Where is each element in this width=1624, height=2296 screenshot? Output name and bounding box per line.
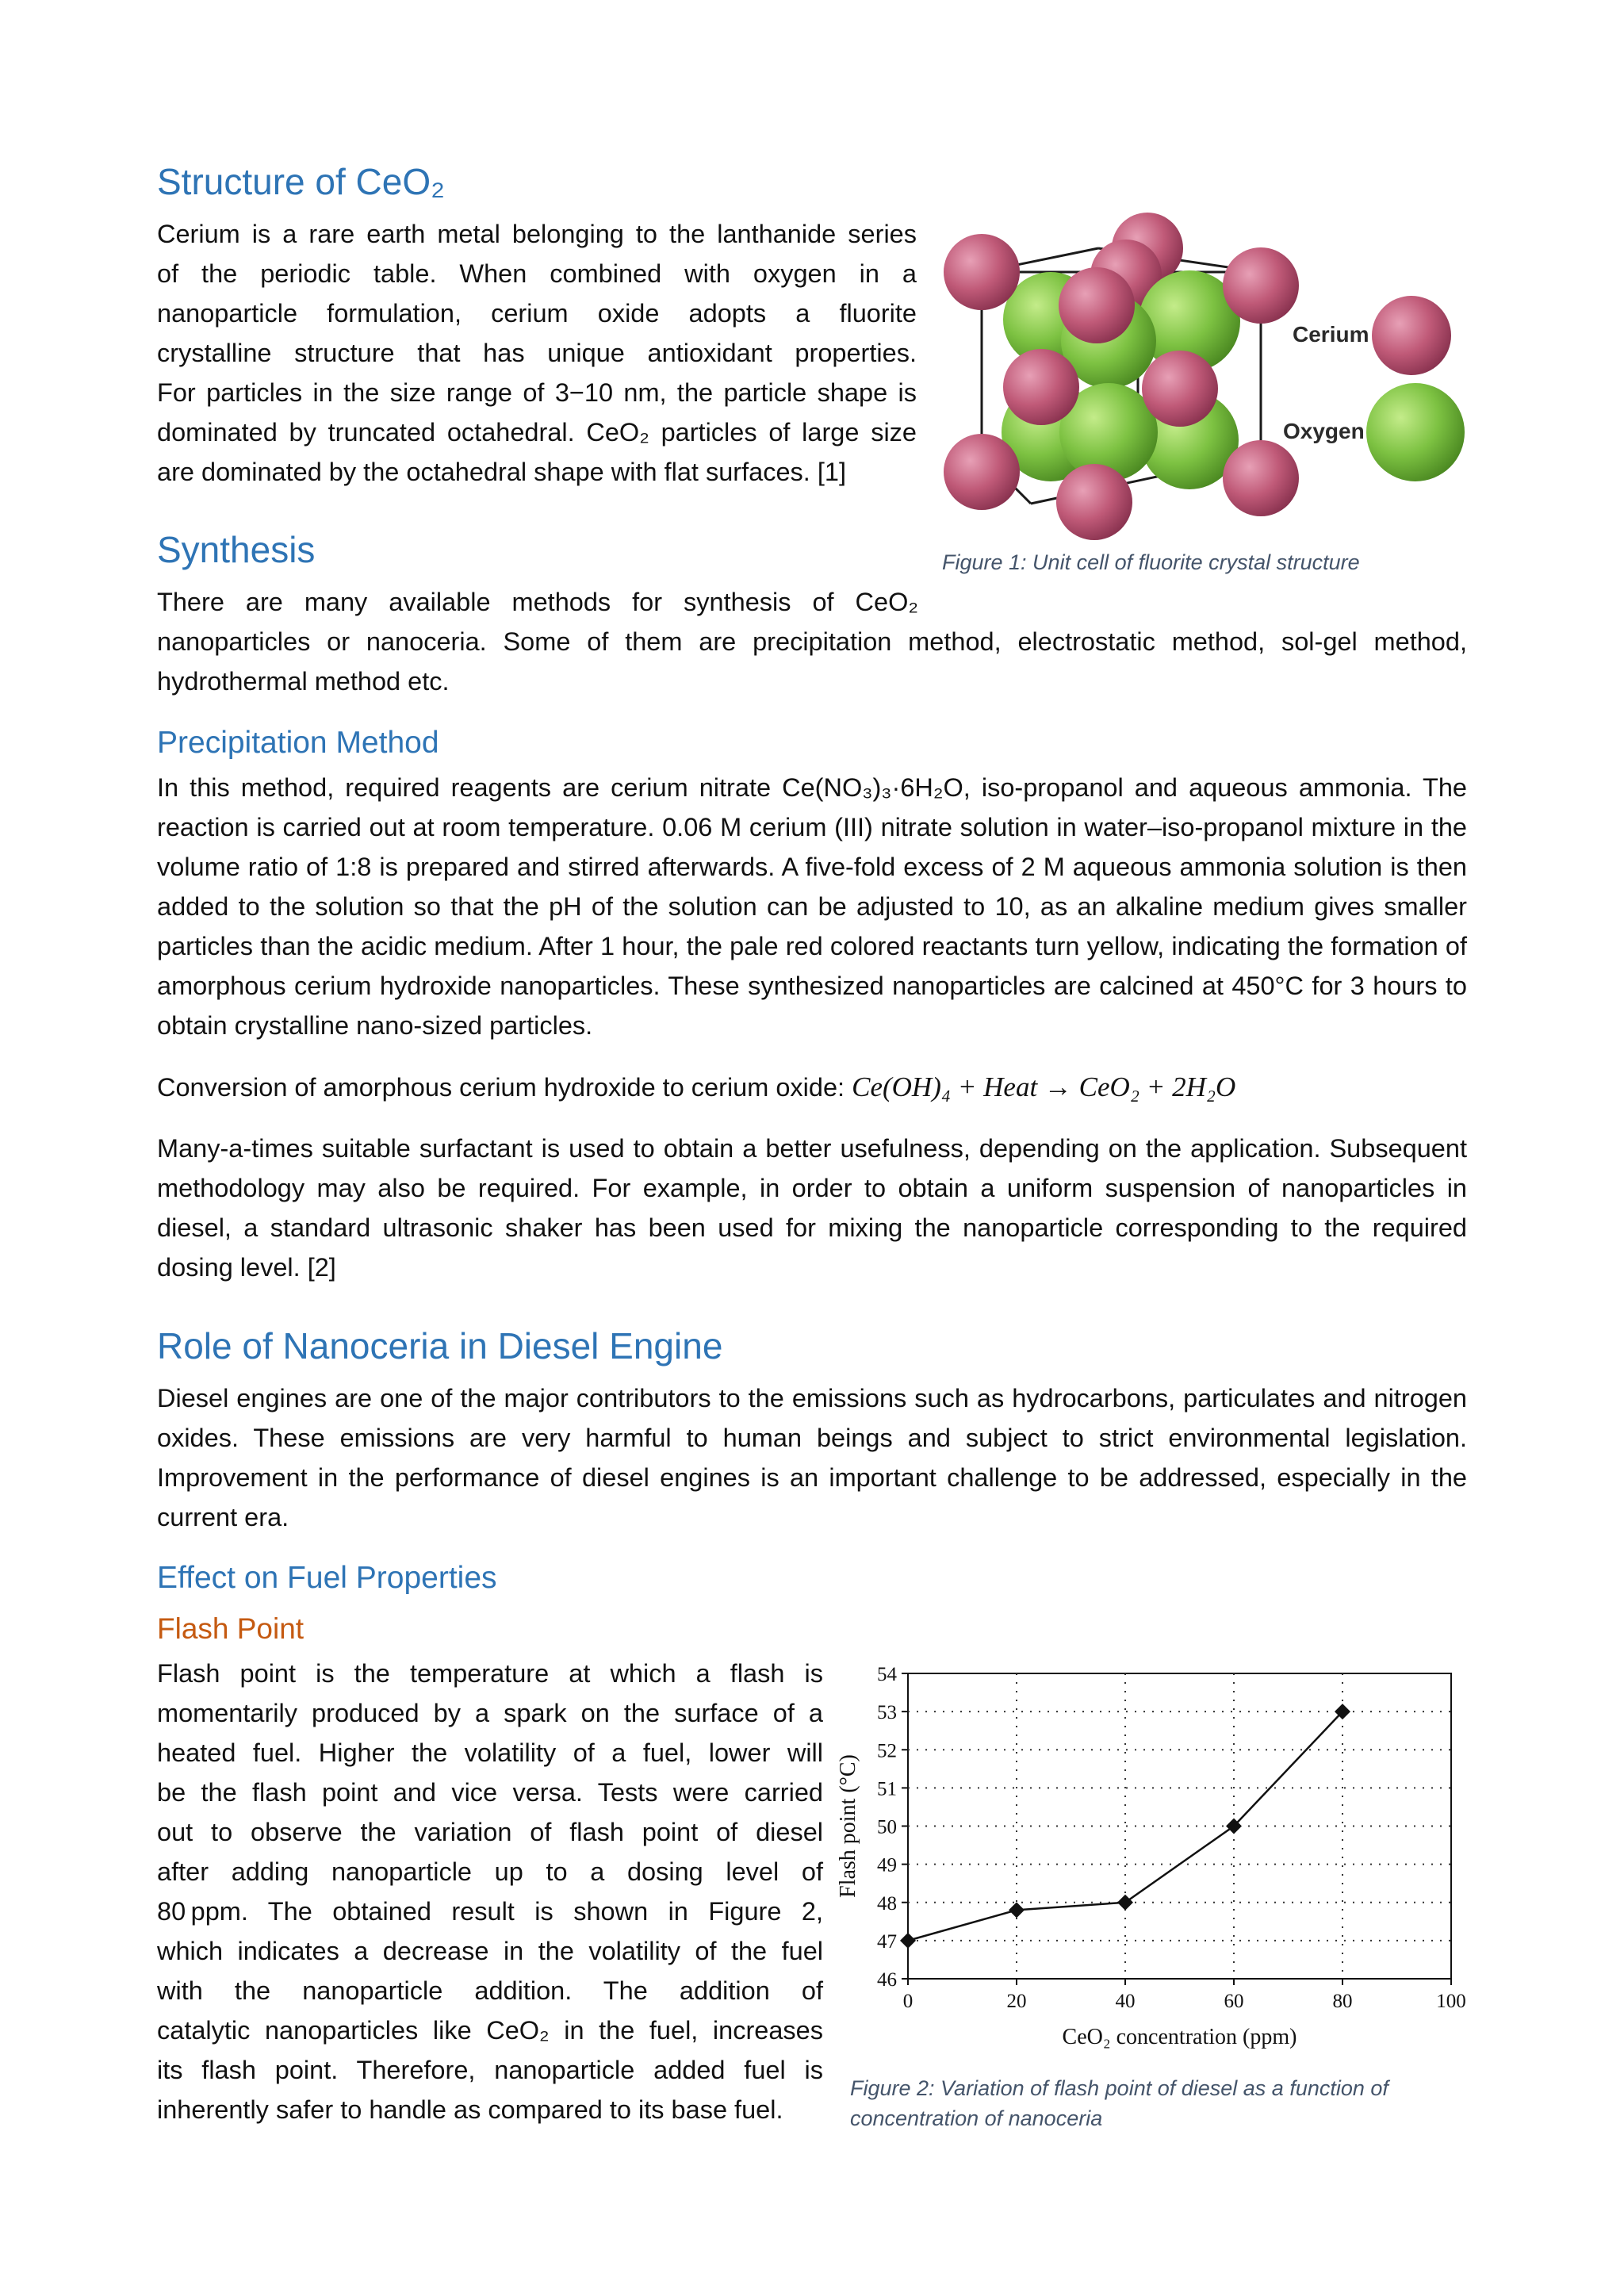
heading-synthesis: Synthesis — [157, 529, 316, 570]
heading-fuel-properties: Effect on Fuel Properties — [157, 1561, 497, 1595]
surfactant-paragraph: Many-a-times suitable surfactant is used to obtain a better usefulness, depending on the application. Subsequent methodology may also be required. For example, in order to obtain a uniform suspension of nanoparticles in diesel, a standard ultrasonic shaker has been used for mixing the nanoparticle corresponding to the required dosing level. [2] — [157, 1134, 1467, 1282]
text-line: nanoparticle formulation, cerium oxide adopts a fluorite — [157, 299, 917, 328]
text-line: after adding nanoparticle up to a dosing level of — [157, 1857, 823, 1886]
cerium-atom — [1056, 464, 1132, 540]
heading-structure: Structure of CeO₂ — [157, 161, 445, 202]
text-line: be the flash point and vice versa. Tests were carried — [157, 1778, 823, 1807]
figure2-caption-line: concentration of nanoceria — [850, 2106, 1103, 2130]
heading-flash-point: Flash Point — [157, 1612, 304, 1645]
chart-y-tick-label: 49 — [877, 1854, 897, 1876]
figure1-caption: Figure 1: Unit cell of fluorite crystal structure — [942, 550, 1360, 574]
chart-x-tick-label: 20 — [1006, 1991, 1027, 2012]
chart-data-point — [1117, 1895, 1133, 1911]
figure2-caption — [850, 2073, 1388, 2133]
heading-role: Role of Nanoceria in Diesel Engine — [157, 1325, 723, 1366]
text-line: with the nanoparticle addition. The addition of — [157, 1976, 823, 2005]
flash-paragraph — [157, 1654, 823, 2129]
synthesis-line-1 — [157, 582, 918, 622]
chart-y-tick-label: 52 — [877, 1740, 897, 1762]
text-line: dominated by truncated octahedral. CeO₂ particles of large size — [157, 418, 917, 447]
legend-oxygen-label: Oxygen — [1283, 419, 1365, 443]
chart-y-tick-label: 53 — [877, 1702, 897, 1724]
chart-x-tick-label: 80 — [1332, 1991, 1353, 2012]
text-line: There are many available methods for synthesis of CeO₂ — [157, 588, 918, 616]
text-line: are dominated by the octahedral shape with flat surfaces. [1] — [157, 458, 846, 486]
cerium-atom — [1223, 247, 1299, 324]
chart-x-tick-label: 0 — [902, 1991, 914, 2012]
cerium-atom — [944, 434, 1020, 510]
text-line: catalytic nanoparticles like CeO₂ in the fuel, increases — [157, 2016, 823, 2045]
chart-y-tick-label: 51 — [877, 1778, 897, 1800]
conversion-text: Conversion of amorphous cerium hydroxide to cerium oxide: — [157, 1073, 852, 1102]
chart-y-tick-label: 47 — [877, 1930, 897, 1953]
cerium-atom — [1142, 351, 1218, 427]
chart-y-tick-label: 46 — [877, 1969, 897, 1991]
figure2-caption-line: Figure 2: Variation of flash point of diesel as a function of — [850, 2076, 1388, 2100]
synthesis-paragraph: nanoparticles or nanoceria. Some of them are precipitation method, electrostatic method, sol-gel method, hydrothermal method etc. — [157, 627, 1467, 696]
chart-grid — [908, 1673, 1451, 1979]
text-line: of the periodic table. When combined with oxygen in a — [157, 259, 917, 288]
chart-ticks — [877, 1664, 1466, 2012]
conversion-line — [157, 1068, 1467, 1107]
text-line: Cerium is a rare earth metal belonging to the lanthanide series — [157, 220, 917, 248]
text-line: which indicates a decrease in the volatility of the fuel — [157, 1937, 823, 1965]
structure-paragraph — [157, 214, 917, 492]
fluorite-crystal-figure — [928, 202, 1483, 551]
chart-x-tick-label: 100 — [1436, 1991, 1466, 2012]
chart-data-point — [900, 1933, 916, 1949]
legend-cerium-label: Cerium — [1293, 322, 1369, 347]
text-line: inherently safer to handle as compared to its base fuel. — [157, 2095, 783, 2124]
chart-x-tick-label: 60 — [1224, 1991, 1244, 2012]
chart-x-tick-label: 40 — [1115, 1991, 1136, 2012]
precipitation-paragraph: In this method, required reagents are cerium nitrate Ce(NO₃)₃·6H₂O, iso-propanol and aqueous ammonia. The reaction is carried out at room temperature. 0.06 M cerium (III) nitrate solution in water–iso-propanol mixture in the volume ratio of 1:8 is prepared and stirred afterwards. A five-fold excess of 2 M aqueous ammonia solution is then added to the solution so that the pH of the solution can be adjusted to 10, as an alkaline medium gives smaller particles than the acidic medium. After 1 hour, the pale red colored reactants turn yellow, indicating the formation of amorphous cerium hydroxide nanoparticles. These synthesized nanoparticles are calcined at 450°C for 3 hours to obtain crystalline nano-sized particles. — [157, 773, 1467, 1040]
flash-point-chart — [825, 1654, 1483, 2070]
heading-precipitation: Precipitation Method — [157, 726, 439, 760]
text-line: momentarily produced by a spark on the surface of a — [157, 1699, 823, 1727]
chart-y-tick-label: 50 — [877, 1816, 897, 1838]
chart-series — [900, 1704, 1350, 1949]
chart-y-tick-label: 48 — [877, 1892, 897, 1915]
text-line: out to observe the variation of flash point of diesel — [157, 1818, 823, 1846]
text-line: heated fuel. Higher the volatility of a fuel, lower will — [157, 1738, 823, 1767]
role-paragraph: Diesel engines are one of the major contributors to the emissions such as hydrocarbons, particulates and nitrogen oxides. These emissions are very harmful to human beings and subject to strict environmental legislation. Improvement in the performance of diesel engines is an important challenge to be addressed, especially in the current era. — [157, 1384, 1467, 1531]
text-line: For particles in the size range of 3−10 nm, the particle shape is — [157, 378, 917, 407]
legend-cerium-atom — [1372, 296, 1451, 375]
chart-y-axis-label: Flash point (°C) — [836, 1754, 860, 1898]
text-line: crystalline structure that has unique antioxidant properties. — [157, 339, 917, 367]
cerium-atom — [1059, 267, 1135, 343]
cerium-atom — [1223, 440, 1299, 516]
chart-y-tick-label: 54 — [877, 1664, 897, 1685]
legend-oxygen-atom — [1366, 383, 1465, 481]
text-line: its flash point. Therefore, nanoparticle added fuel is — [157, 2056, 823, 2084]
text-line: 80 ppm. The obtained result is shown in Figure 2, — [157, 1897, 823, 1926]
reaction-equation: Ce(OH)₄ + Heat → CeO₂ + 2H₂O — [852, 1071, 1236, 1102]
chart-x-axis-label: CeO₂ concentration (ppm) — [1062, 2025, 1297, 2049]
cerium-atom — [1003, 349, 1079, 425]
chart-data-point — [1009, 1902, 1025, 1918]
text-line: Flash point is the temperature at which a flash is — [157, 1659, 823, 1688]
cerium-atom — [944, 234, 1020, 310]
